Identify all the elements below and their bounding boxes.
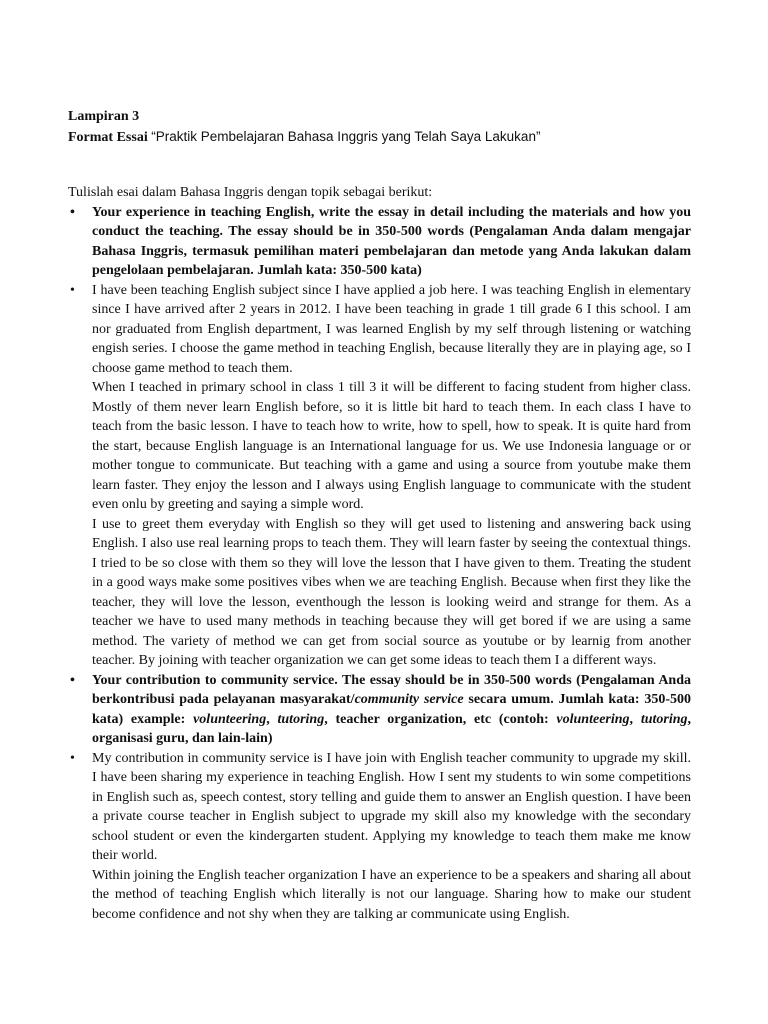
format-heading	[68, 127, 691, 148]
intro-text: Tulislah esai dalam Bahasa Inggris dengan topik sebagai berikut:	[68, 185, 433, 200]
bullet-icon: •	[70, 204, 75, 220]
answer-paragraph: My contribution in community service is I have join with English teacher community to upgrade my skill. I have been sharing my experience in teaching English. How I sent my students to win some competitions in English such as, speech contest, story telling and guide them to answer an English question. I have been a private course teacher in English subject to upgrade my skill also my knowledge with the secondary school student or even the kindergarten student. Applying my knowledge to teach them make me know their world.	[92, 750, 691, 863]
format-title: “Praktik Pembelajaran Bahasa Inggris yang Telah Saya Lakukan”	[151, 129, 541, 144]
appendix-label: Lampiran 3	[68, 109, 140, 124]
answer-paragraph: I have been teaching English subject since I have applied a job here. I was teaching English in elementary since I have arrived after 2 years in 2012. I have been teaching in grade 1 till grade 6 I this school. I am nor graduated from English department, I was learned English by my self through listening or watching engish series. I choose the game method in teaching English, because literally they are in playing age, so I choose game method to teach them.	[92, 282, 691, 376]
bullet-icon: •	[70, 282, 75, 298]
list-item-prompt-teaching	[68, 203, 691, 281]
list-item-answer-community	[68, 749, 691, 925]
topic-list	[68, 203, 691, 925]
document-page	[68, 107, 691, 924]
bullet-icon: •	[70, 750, 75, 766]
answer-paragraph: I use to greet them everyday with English so they will get used to listening and answering back using English. I also use real learning props to teach them. They will learn faster by seeing the contextual things. I tried to be so close with them so they will love the lesson that I have given to them. Treating the student in a good ways make some positives vibes when we are teaching English. Because when first they like the teacher, they will love the lesson, eventhough the lesson is looking weird and strange for them. As a teacher we have to used many methods in teaching because they will get bored if we are using a same method. The variety of method we can get from social source as youtube or by learnig from another teacher. By joining with teacher organization we can get some ideas to teach them I a different ways.	[92, 516, 691, 668]
format-label: Format Essai	[68, 130, 148, 145]
prompt-community-text: Your contribution to community service. The essay should be in 350-500 words (Pengalaman Anda berkontribusi pada pelayanan masyarakat/community service secara umum. Jumlah kata: 350-500 kata) example: volunteering, tutoring, teacher organization, etc (contoh: volunteering, tutoring, organisasi guru, dan lain-lain)	[92, 672, 692, 746]
list-item-prompt-community	[68, 671, 691, 749]
prompt-teaching-text: Your experience in teaching English, write the essay in detail including the materials and how you conduct the teaching. The essay should be in 350-500 words (Pengalaman Anda dalam mengajar Bahasa Inggris, termasuk pemilihan materi pembelajaran dan metode yang Anda lakukan dalam pengelolaan pembelajaran. Jumlah kata: 350-500 kata)	[92, 204, 691, 278]
bullet-icon: •	[70, 672, 75, 688]
answer-paragraph: Within joining the English teacher organization I have an experience to be a speakers and sharing all about the method of teaching English which literally is not our language. Sharing how to make our student become confidence and not shy when they are talking ar communicate using English.	[92, 867, 691, 922]
list-item-answer-teaching	[68, 281, 691, 671]
answer-paragraph: When I teached in primary school in class 1 till 3 it will be different to facing student from higher class. Mostly of them never learn English before, so it is little bit hard to teach them. In each class I have to teach from the basic lesson. I have to teach how to write, how to spell, how to speak. It is quite hard from the start, because English language is an International language for us. We use Indonesia language or or mother tongue to communicate. But teaching with a game and using a source from youtube make them learn faster. They enjoy the lesson and I always using English language to communicate with the student even onlu by greeting and saying a simple word.	[92, 380, 691, 512]
